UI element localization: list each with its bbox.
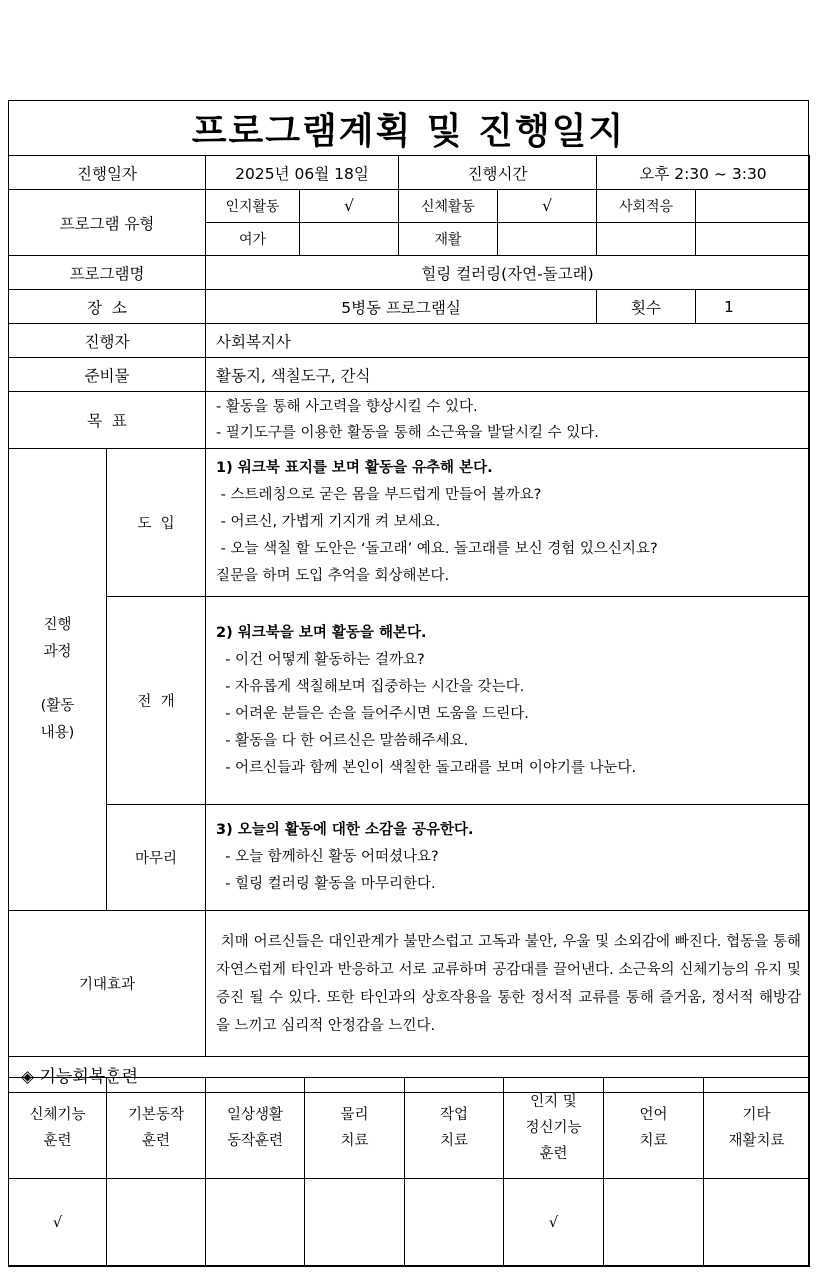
count-value: 1 xyxy=(696,290,810,324)
functional-header-line: 훈련 xyxy=(43,1133,72,1149)
place-value: 5병동 프로그램실 xyxy=(206,290,597,324)
stage-line: - 힐링 컬러링 활동을 마무리한다. xyxy=(216,876,436,892)
functional-column-header xyxy=(305,1078,405,1179)
stage-line: 질문을 하며 도입 추억을 회상해본다. xyxy=(216,568,450,584)
goal-item: - 필기도구를 이용한 활동을 통해 소근육을 발달시킬 수 있다. xyxy=(216,425,599,441)
stage-line: - 어르신들과 함께 본인이 색칠한 돌고래를 보며 이야기를 나눈다. xyxy=(216,759,637,776)
stage-closing-content xyxy=(206,805,810,911)
materials-value: 활동지, 색칠도구, 간식 xyxy=(206,358,810,392)
type-physical-label: 신체활동 xyxy=(399,190,498,223)
functional-section-title: ◈ 기능회복훈련 xyxy=(9,1057,810,1093)
process-label-line xyxy=(9,666,106,693)
stage-line: - 스트레칭으로 굳은 몸을 부드럽게 만들어 볼까요? xyxy=(216,487,542,503)
functional-header-line: 치료 xyxy=(439,1133,468,1149)
functional-header-line: 훈련 xyxy=(539,1146,568,1162)
functional-check-cell: √ xyxy=(504,1179,604,1267)
functional-check-cell xyxy=(604,1179,704,1267)
type-empty-check xyxy=(696,223,810,256)
type-cognitive-label: 인지활동 xyxy=(206,190,300,223)
goal-values xyxy=(206,392,810,449)
stage-intro-label: 도 입 xyxy=(107,449,206,597)
functional-header-line: 물리 xyxy=(340,1107,369,1123)
functional-header-line: 치료 xyxy=(340,1133,369,1149)
functional-column-header xyxy=(405,1078,504,1179)
functional-column-header xyxy=(9,1078,107,1179)
functional-column-header xyxy=(504,1078,604,1179)
functional-column-header xyxy=(206,1078,305,1179)
functional-header-line: 일상생활 xyxy=(226,1107,284,1123)
materials-label: 준비물 xyxy=(9,358,206,392)
functional-check-cell xyxy=(206,1179,305,1267)
type-rehab-label: 재활 xyxy=(399,223,498,256)
functional-header-line: 동작훈련 xyxy=(226,1133,284,1149)
functional-column-header xyxy=(107,1078,206,1179)
functional-column-header xyxy=(704,1078,810,1179)
stage-line: - 오늘 함께하신 활동 어떠셨나요? xyxy=(216,849,439,865)
functional-column-header xyxy=(604,1078,704,1179)
functional-check-cell xyxy=(107,1179,206,1267)
stage-line: - 이건 어떻게 활동하는 걸까요? xyxy=(216,651,425,668)
program-log-sheet xyxy=(8,100,809,1266)
process-label-line: 과정 xyxy=(43,644,72,660)
stage-line: - 오늘 색칠 할 도안은 ‘돌고래’ 예요. 돌고래를 보신 경험 있으신지요? xyxy=(216,541,658,557)
count-label: 횟수 xyxy=(597,290,696,324)
functional-check-cell xyxy=(405,1179,504,1267)
place-label: 장 소 xyxy=(9,290,206,324)
program-name-value: 힐링 컬러링(자연-돌고래) xyxy=(206,256,810,290)
type-rehab-check xyxy=(498,223,597,256)
time-value: 오후 2:30 ~ 3:30 xyxy=(597,156,810,190)
functional-header-line: 작업 xyxy=(439,1107,468,1123)
type-cognitive-check: √ xyxy=(300,190,399,223)
type-physical-check: √ xyxy=(498,190,597,223)
functional-header-line: 인지 및 xyxy=(530,1094,577,1110)
functional-table xyxy=(8,1077,810,1267)
stage-line: - 자유롭게 색칠해보며 집중하는 시간을 갖는다. xyxy=(216,678,525,695)
process-label xyxy=(9,449,107,911)
program-name-label: 프로그램명 xyxy=(9,256,206,290)
type-leisure-check xyxy=(300,223,399,256)
functional-header-line: 재활치료 xyxy=(728,1133,785,1149)
process-label-line: 내용) xyxy=(40,725,75,741)
type-empty-label xyxy=(597,223,696,256)
functional-header-line: 치료 xyxy=(639,1133,668,1149)
type-social-label: 사회적응 xyxy=(597,190,696,223)
leader-value: 사회복지사 xyxy=(206,324,810,358)
type-leisure-label: 여가 xyxy=(206,223,300,256)
stage-main-label: 전 개 xyxy=(107,597,206,805)
functional-header-line: 정신기능 xyxy=(525,1120,582,1136)
info-table xyxy=(8,155,810,1093)
process-label-line: 진행 xyxy=(43,617,72,633)
page-title: 프로그램계획 및 진행일지 xyxy=(9,101,808,156)
functional-check-cell: √ xyxy=(9,1179,107,1267)
stage-heading: 3) 오늘의 활동에 대한 소감을 공유한다. xyxy=(216,822,474,838)
functional-check-cell xyxy=(704,1179,810,1267)
stage-closing-label: 마무리 xyxy=(107,805,206,911)
functional-header-line: 언어 xyxy=(639,1107,668,1123)
functional-header-line: 훈련 xyxy=(141,1133,170,1149)
stage-line: - 어르신, 가볍게 기지개 켜 보세요. xyxy=(216,514,441,530)
functional-header-line: 기타 xyxy=(742,1107,771,1123)
leader-label: 진행자 xyxy=(9,324,206,358)
functional-header-line: 기본동작 xyxy=(127,1107,185,1123)
type-social-check xyxy=(696,190,810,223)
stage-heading: 2) 워크북을 보며 활동을 해본다. xyxy=(216,624,427,641)
stage-line: - 어려운 분들은 손을 들어주시면 도움을 드린다. xyxy=(216,705,529,722)
goal-label: 목 표 xyxy=(9,392,206,449)
stage-heading: 1) 워크북 표지를 보며 활동을 유추해 본다. xyxy=(216,460,493,476)
date-value: 2025년 06월 18일 xyxy=(206,156,399,190)
effect-label: 기대효과 xyxy=(9,911,206,1057)
goal-item: - 활동을 통해 사고력을 향상시킬 수 있다. xyxy=(216,399,478,415)
date-label: 진행일자 xyxy=(9,156,206,190)
functional-check-cell xyxy=(305,1179,405,1267)
stage-main-content xyxy=(206,597,810,805)
type-label: 프로그램 유형 xyxy=(9,190,206,256)
time-label: 진행시간 xyxy=(399,156,597,190)
functional-header-line: 신체기능 xyxy=(29,1107,86,1123)
effect-text: 치매 어르신들은 대인관계가 불만스럽고 고독과 불안, 우울 및 소외감에 빠진다. 협동을 통해 자연스럽게 타인과 반응하고 서로 교류하며 공감대를 끌어낸다. 소근육의 신체기능의 유지 및 증진 될 수 있다. 또한 타인과의 상호작용을 통한 정서적 교류를 통해 즐거움, 정서적 해방감을 느끼고 심리적 안정감을 느낀다. xyxy=(206,911,810,1057)
stage-line: - 활동을 다 한 어르신은 말씀해주세요. xyxy=(216,732,469,749)
process-label-line: (활동 xyxy=(40,698,75,714)
stage-intro-content xyxy=(206,449,810,597)
